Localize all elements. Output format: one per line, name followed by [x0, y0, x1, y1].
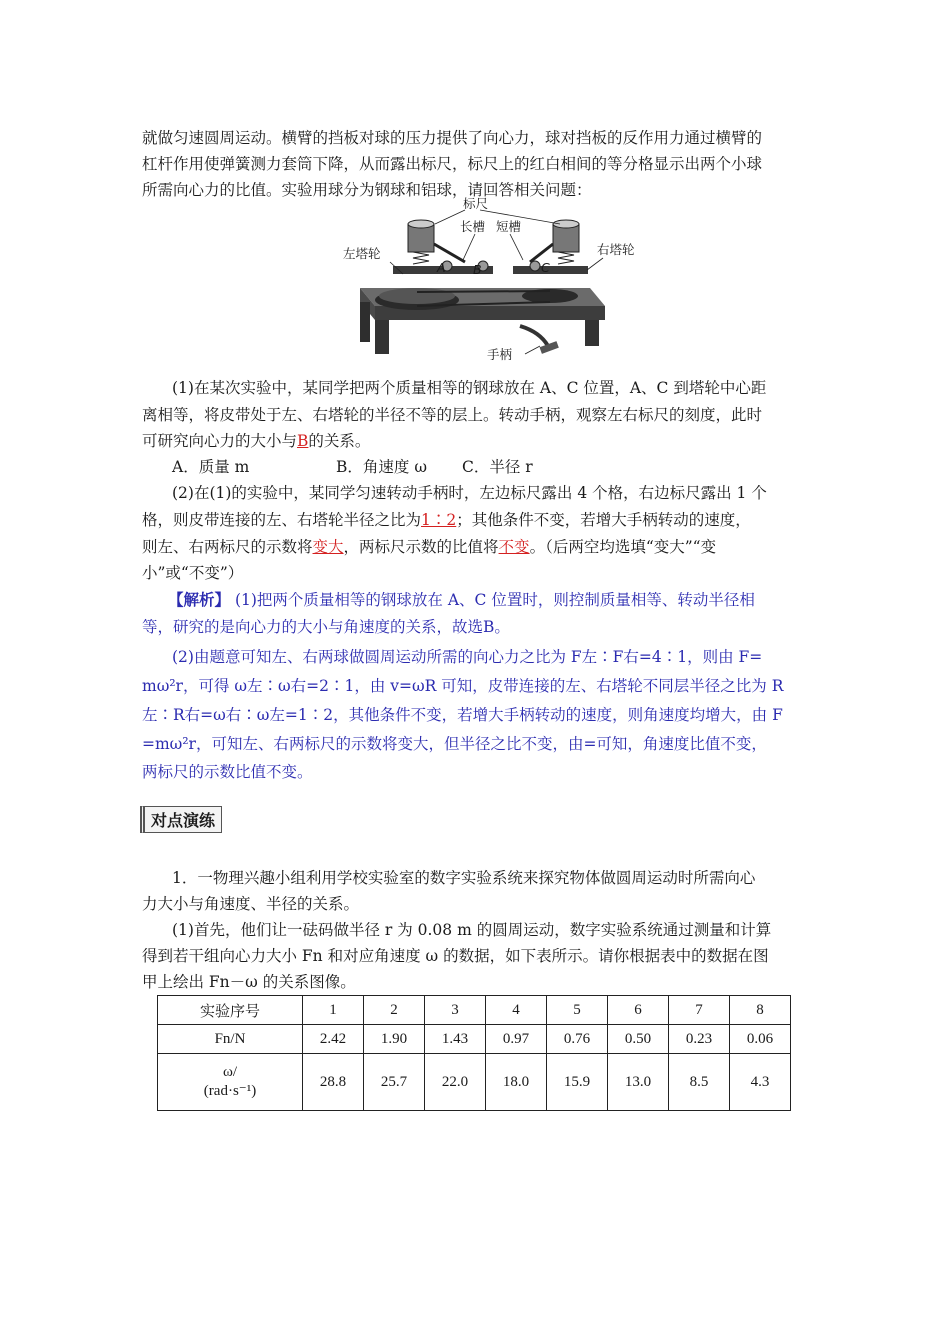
analysis-tag: 【解析】: [168, 590, 231, 609]
table-omega-label: [158, 1054, 303, 1111]
ex1-line-3: (1)首先，他们让一砝码做半径 r 为 0.08 m 的圆周运动，数字实验系统通过测量和计算: [172, 921, 772, 939]
table-cell: 0.76: [547, 1025, 608, 1054]
q2-line-3-post: 。（后两空均选填“变大”“变: [529, 538, 717, 556]
label-ruler: 标尺: [463, 196, 489, 211]
data-table: [157, 995, 791, 1111]
q1-option-c: C．半径 r: [462, 458, 533, 476]
label-b: B: [473, 262, 482, 277]
ex1-line-5: 甲上绘出 Fn－ω 的关系图像。: [142, 973, 356, 991]
table-cell: 0.06: [730, 1025, 791, 1054]
analysis-line-1: [168, 588, 755, 610]
ex1-line-4: 得到若干组向心力大小 Fn 和对应角速度 ω 的数据，如下表所示。请你根据表中的数据在图: [142, 947, 769, 965]
table-cell: 1.90: [364, 1025, 425, 1054]
table-row: [158, 1025, 791, 1054]
centripetal-apparatus-figure: [335, 196, 645, 366]
analysis-p1-line2: 等，研究的是向心力的大小与角速度的关系，故选B。: [142, 618, 510, 636]
table-cell: 2.42: [303, 1025, 364, 1054]
q2-line-2: [142, 508, 751, 530]
table-row: [158, 1054, 791, 1111]
table-cell: 6: [608, 996, 669, 1025]
q2-line-4: 小”或“不变”）: [142, 564, 244, 582]
q2-answer-2: 变大: [312, 538, 344, 556]
q1-option-b: B．角速度 ω: [336, 458, 427, 476]
table-cell: 22.0: [425, 1054, 486, 1111]
intro-line-2: 杠杆作用使弹簧测力套筒下降，从而露出标尺，标尺上的红白相间的等分格显示出两个小球: [142, 155, 763, 173]
table-cell: 8: [730, 996, 791, 1025]
omega-label-line-2: (rad·s⁻¹): [203, 1083, 257, 1099]
analysis-p2-line2: mω²r，可得 ω左∶ω右=2∶1，由 v=ωR 可知，皮带连接的左、右塔轮不同层半径之比为 R: [142, 677, 784, 695]
table-cell: 4.3: [730, 1054, 791, 1111]
table-cell: 2: [364, 996, 425, 1025]
table-cell: 13.0: [608, 1054, 669, 1111]
table-cell: 25.7: [364, 1054, 425, 1111]
q1-line-2: 离相等，将皮带处于左、右塔轮的半径不等的层上。转动手柄，观察左右标尺的刻度，此时: [142, 406, 763, 424]
label-handle: 手柄: [487, 347, 513, 362]
analysis-p2-line1: (2)由题意可知左、右两球做圆周运动所需的向心力之比为 F左∶F右=4∶1，则由 F=: [172, 648, 763, 666]
q2-answer-1: 1∶2: [421, 511, 457, 529]
omega-label-line-1: ω/: [222, 1064, 238, 1080]
q1-line-3-post: 的关系。: [308, 432, 371, 450]
table-cell: 1: [303, 996, 364, 1025]
analysis-p1-line1: (1)把两个质量相等的钢球放在 A、C 位置时，则控制质量相等、转动半径相: [234, 591, 755, 609]
q1-line-3: [142, 429, 370, 451]
q1-line-3-pre: 可研究向心力的大小与: [142, 432, 298, 450]
table-cell: 4: [486, 996, 547, 1025]
table-cell: 0.23: [669, 1025, 730, 1054]
table-fn-label: Fn/N: [158, 1025, 303, 1054]
analysis-p2-line3: 左∶R右=ω右∶ω左=1∶2，其他条件不变，若增大手柄转动的速度，则角速度均增大，由 F: [142, 706, 783, 724]
table-cell: 28.8: [303, 1054, 364, 1111]
table-header-label: 实验序号: [158, 996, 303, 1025]
q1-option-a: A．质量 m: [172, 458, 250, 476]
table-cell: 0.50: [608, 1025, 669, 1054]
label-left-pulley: 左塔轮: [343, 246, 381, 261]
section-tag: 对点演练: [140, 806, 222, 833]
ex1-line-1: 1．一物理兴趣小组利用学校实验室的数字实验系统来探究物体做圆周运动时所需向心: [172, 869, 756, 887]
q2-line-3-pre: 则左、右两标尺的示数将: [142, 538, 313, 556]
label-right-pulley: 右塔轮: [597, 242, 635, 257]
q2-answer-3: 不变: [498, 538, 530, 556]
q1-answer: B: [297, 432, 309, 450]
q2-line-3-mid: ，两标尺示数的比值将: [343, 538, 499, 556]
q1-line-1: (1)在某次实验中，某同学把两个质量相等的钢球放在 A、C 位置，A、C 到塔轮中心距: [172, 379, 767, 397]
analysis-p2-line5: 两标尺的示数比值不变。: [142, 763, 313, 781]
table-cell: 7: [669, 996, 730, 1025]
label-long-slot: 长槽: [460, 219, 486, 234]
label-a: A: [437, 260, 446, 275]
label-c: C: [541, 260, 550, 275]
table-row: [158, 996, 791, 1025]
table-cell: 1.43: [425, 1025, 486, 1054]
q2-line-2-pre: 格，则皮带连接的左、右塔轮半径之比为: [142, 511, 422, 529]
q2-line-3: [142, 535, 716, 557]
q2-line-2-post: ；其他条件不变，若增大手柄转动的速度，: [456, 511, 751, 529]
table-cell: 0.97: [486, 1025, 547, 1054]
intro-line-3: 所需向心力的比值。实验用球分为钢球和铝球，请回答相关问题：: [142, 181, 592, 199]
table-cell: 5: [547, 996, 608, 1025]
table-cell: 8.5: [669, 1054, 730, 1111]
q2-line-1: (2)在(1)的实验中，某同学匀速转动手柄时，左边标尺露出 4 个格，右边标尺露出 1 个: [172, 484, 767, 502]
table-cell: 3: [425, 996, 486, 1025]
analysis-p2-line4: =mω²r，可知左、右两标尺的示数将变大，但半径之比不变，由=可知，角速度比值不变，: [142, 735, 767, 753]
ex1-line-2: 力大小与角速度、半径的关系。: [142, 895, 360, 913]
intro-line-1: 就做匀速圆周运动。横臂的挡板对球的压力提供了向心力，球对挡板的反作用力通过横臂的: [142, 129, 763, 147]
table-cell: 18.0: [486, 1054, 547, 1111]
table-cell: 15.9: [547, 1054, 608, 1111]
label-short-slot: 短槽: [496, 219, 522, 234]
